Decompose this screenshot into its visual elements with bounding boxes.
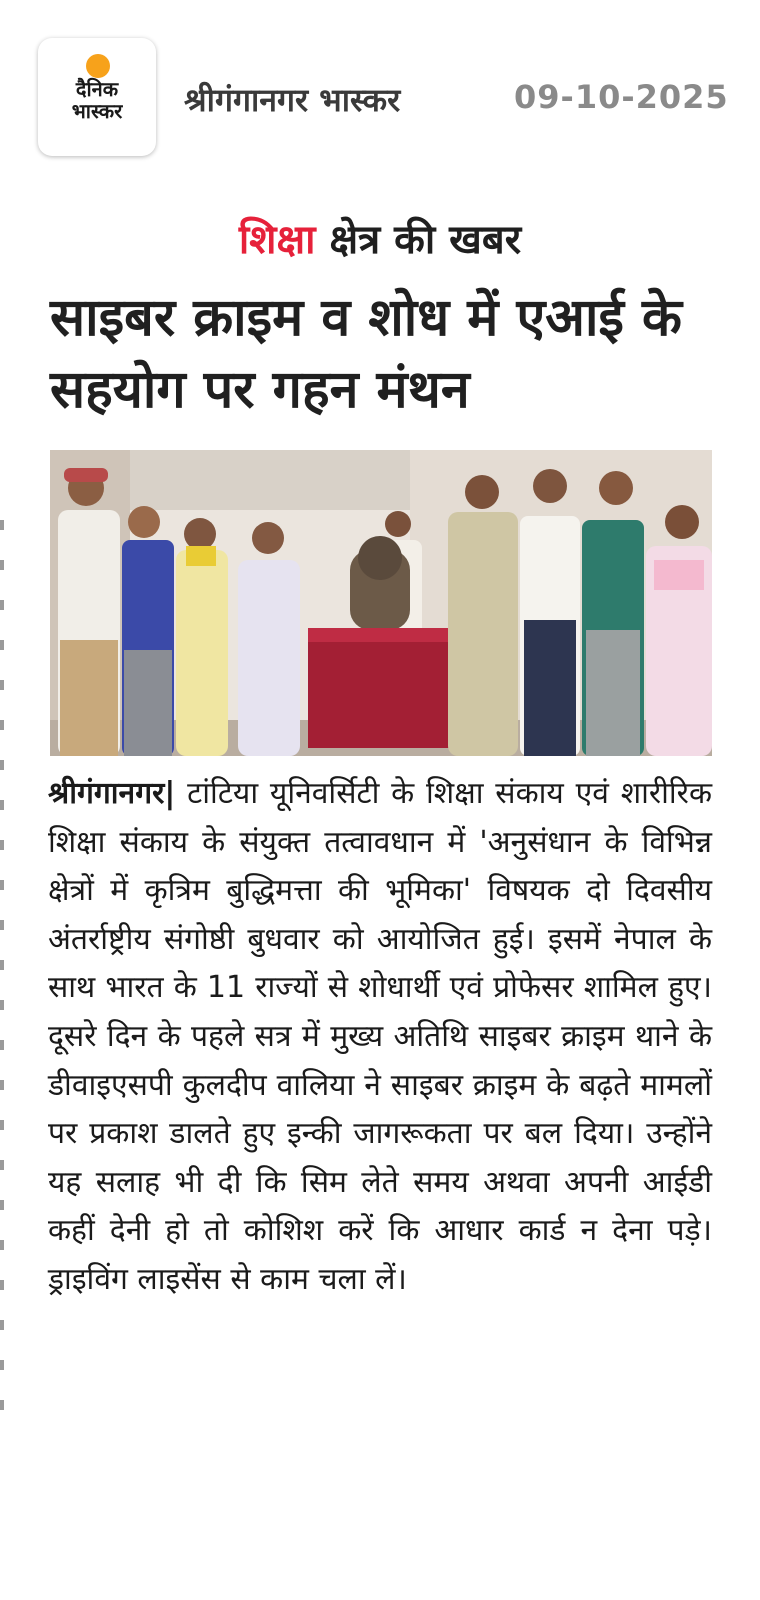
article-headline: साइबर क्राइम व शोध में एआई के सहयोग पर गहन मंथन — [50, 288, 682, 420]
paper-date: 09-10-2025 — [514, 78, 729, 116]
section-kicker — [0, 212, 760, 268]
logo-line-2: भास्कर — [71, 99, 123, 123]
logo-wordmark — [38, 78, 156, 122]
kicker-rest: क्षेत्र की खबर — [329, 217, 522, 263]
dainik-bhaskar-logo[interactable] — [38, 38, 156, 156]
group-photo-illustration — [50, 450, 712, 756]
kicker-highlight: शिक्षा — [238, 217, 316, 263]
news-header — [0, 0, 760, 170]
logo-line-1: दैनिक — [75, 77, 119, 101]
news-photo — [50, 450, 712, 756]
sun-icon — [86, 54, 110, 78]
paper-edition-name: श्रीगंगानगर भास्कर — [184, 81, 401, 119]
article-body — [48, 770, 712, 1305]
page-edge-marks — [0, 520, 5, 1420]
article-text: टांटिया यूनिवर्सिटी के शिक्षा संकाय एवं शारीरिक शिक्षा संकाय के संयुक्त तत्वावधान में 'अनुसंधान के विभिन्न क्षेत्रों में कृत्रिम बुद्धिमत्ता की भूमिका' विषयक दो दिवसीय अंतर्राष्ट्रीय संगोष्ठी बुधवार को आयोजित हुई। इसमें नेपाल के साथ भारत के 11 राज्यों से शोधार्थी एवं प्रोफेसर शामिल हुए। दूसरे दिन के पहले सत्र में मुख्य अतिथि साइबर क्राइम थाने के डीवाइएसपी कुलदीप वालिया ने साइबर क्राइम के बढ़ते मामलों पर प्रकाश डालते हुए इन्की जागरूकता पर बल दिया। उन्होंने यह सलाह भी दी कि सिम लेते समय अथवा अपनी आईडी कहीं देनी हो तो कोशिश करें कि आधार कार्ड न देना पड़े। ड्राइविंग लाइसेंस से काम चला लें। — [48, 776, 712, 1297]
article-dateline: श्रीगंगानगर| — [48, 776, 176, 811]
